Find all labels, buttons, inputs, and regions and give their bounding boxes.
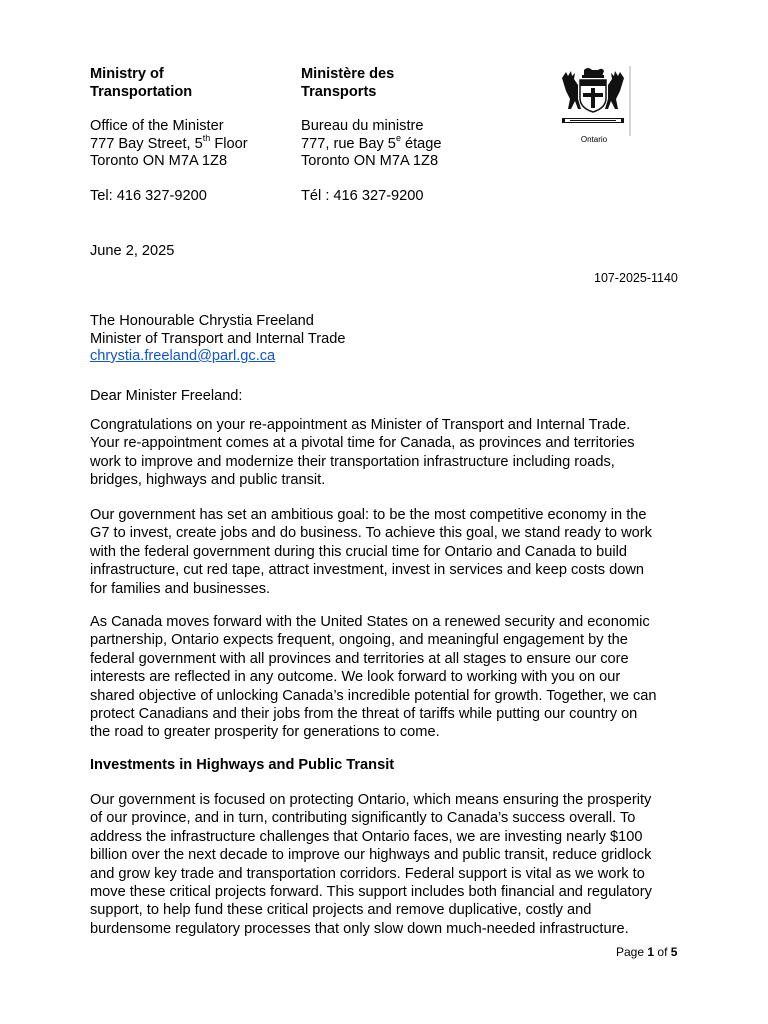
recipient-block [90, 313, 346, 366]
recipient-email-link[interactable]: chrystia.freeland@parl.gc.ca [90, 348, 276, 364]
ministry-address-fr: Bureau du ministre 777, rue Bay 5e étage Toronto ON M7A 1Z8 [301, 118, 442, 169]
section-paragraph: Our government is focused on protecting Ontario, which means ensuring the prosperity of our province, and in turn, contributing significantly to Canada’s success overall. To address the infrastructure challenges that Ontario faces, we are investing nearly $100 billion over the next decade to improve our highways and public transit, reduce gridlock and grow key trade and transportation corridors. Federal support is vital as we work to move these critical projects forward. This support includes both financial and regulatory support, to help fund these critical projects and remove duplicative, costly and burdensome regulatory processes that only slow down much-needed infrastructure. [90, 792, 652, 937]
page-number: Page 1 of 5 [616, 945, 678, 959]
coat-of-arms-icon [556, 64, 632, 136]
section-heading: Investments in Highways and Public Transit [90, 757, 395, 773]
ontario-crest-logo [556, 64, 632, 148]
salutation: Dear Minister Freeland: [90, 388, 243, 404]
ministry-tel-en: Tel: 416 327-9200 [90, 188, 207, 204]
ministry-name-fr: Ministère des Transports [301, 66, 395, 100]
ministry-address-en: Office of the Minister 777 Bay Street, 5th Floor Toronto ON M7A 1Z8 [90, 118, 248, 169]
ministry-tel-fr: Tél : 416 327-9200 [301, 188, 424, 204]
paragraph-2: Our government has set an ambitious goal: to be the most competitive economy in the G7 to invest, create jobs and do business. To achieve this goal, we stand ready to work with the federal government during this crucial time for Ontario and Canada to build infrastructure, cut red tape, attract investment, invest in services and keep costs down for families and businesses. [90, 507, 652, 597]
recipient-title: Minister of Transport and Internal Trade [90, 330, 346, 347]
ministry-name-en: Ministry of Transportation [90, 66, 193, 100]
recipient-name: The Honourable Chrystia Freeland [90, 313, 314, 329]
letter-date: June 2, 2025 [90, 243, 175, 259]
crest-caption: Ontario [580, 135, 608, 144]
reference-number: 107-2025-1140 [594, 271, 678, 285]
paragraph-1: Congratulations on your re-appointment as Minister of Transport and Internal Trade. Your re-appointment comes at a pivotal time for Canada, as provinces and territories work to improve and modernize their transportation infrastructure including roads, bridges, highways and public transit. [90, 417, 635, 489]
paragraph-3: As Canada moves forward with the United States on a renewed security and economic partnership, Ontario expects frequent, ongoing, and meaningful engagement by the federal government with all provinces and territories at all stages to ensure our core interests are reflected in any outcome. We look forward to working with you on our shared objective of unlocking Canada’s incredible potential for growth. Together, we can protect Canadians and their jobs from the threat of tariffs while putting our country on the road to greater prosperity for generations to come. [90, 614, 657, 741]
